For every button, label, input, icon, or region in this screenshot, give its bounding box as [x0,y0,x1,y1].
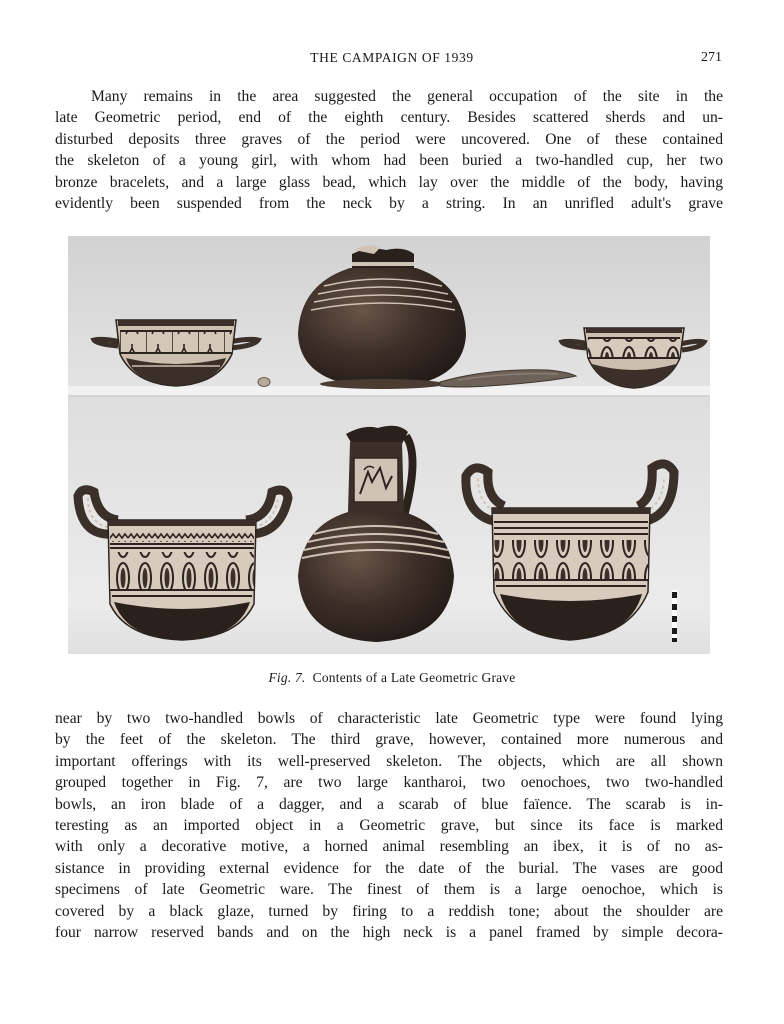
text-line: by the feet of the skeleton. The third grave, however, contained more numerous and [55,731,723,749]
text-line: grouped together in Fig. 7, are two large kantharoi, two oenochoes, two two-handled [55,774,723,792]
page-number: 271 [701,50,722,65]
figure-caption-text: Contents of a Late Geometric Grave [312,670,516,685]
text-line: important offerings with its well-preserved skeleton. The objects, which are all shown [55,752,723,770]
text-line: the skeleton of a young girl, with whom had been buried a two-handled cup, her two [55,152,723,170]
text-line: covered by a black glaze, turned by firing to a reddish tone; about the shoulder are [55,902,723,920]
text-line: evidently been suspended from the neck by a string. In an unrifled adult's grave [55,195,723,213]
text-line: Many remains in the area suggested the general occupation of the site in the [91,88,723,105]
scarab [258,378,270,387]
text-line: late Geometric period, end of the eighth century. Besides scattered sherds and un- [55,109,723,127]
text-line: disturbed deposits three graves of the period were uncovered. One of these contained [55,130,723,148]
text-line: with only a decorative motive, a horned animal resembling an ibex, it is of no as- [55,838,723,856]
figure-label: Fig. 7. [268,670,306,685]
figure-caption [0,670,784,686]
text-line: bowls, an iron blade of a dagger, and a scarab of blue faïence. The scarab is in- [55,795,723,813]
paragraph-bottom [55,708,723,943]
text-line: bronze bracelets, and a large glass bead, which lay over the middle of the body, having [55,173,723,191]
figure-photograph [68,236,710,654]
text-line: four narrow reserved bands and on the high neck is a panel framed by simple decora- [55,924,723,942]
text-line: specimens of late Geometric ware. The finest of them is a large oenochoe, which is [55,881,723,899]
running-head [0,50,784,70]
text-line: sistance in providing external evidence for the date of the burial. The vases are good [55,859,723,877]
paragraph-top [55,86,723,214]
scale-bar [672,590,677,642]
text-line: near by two two-handled bowls of characteristic late Geometric type were found lying [55,710,723,727]
running-title: THE CAMPAIGN OF 1939 [310,50,474,65]
text-line: teresting as an imported object in a Geometric grave, but since its face is marked [55,817,723,835]
